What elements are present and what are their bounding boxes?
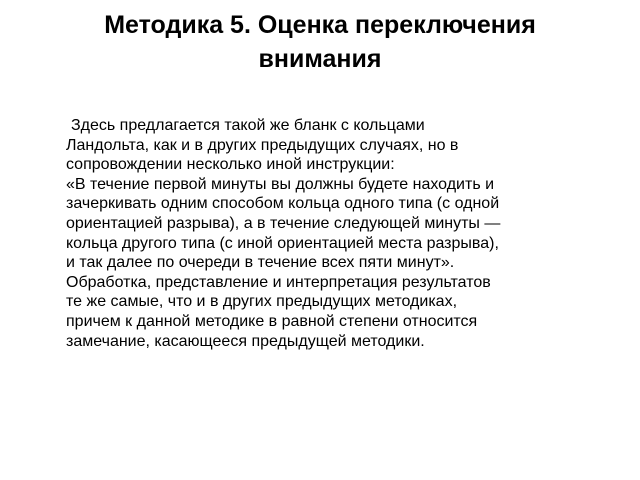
- slide-title: [40, 8, 600, 76]
- text-line: и так далее по очереди в течение всех пяти минут».: [66, 254, 455, 272]
- text-line: сопровождении несколько иной инструкции:: [66, 156, 395, 174]
- title-line: внимания: [258, 45, 382, 73]
- text-line: «В течение первой минуты вы должны будете находить и: [66, 175, 495, 193]
- slide-body: [66, 116, 576, 351]
- text-line: Обработка, представление и интерпретация результатов: [66, 273, 491, 291]
- text-line: кольца другого типа (с иной ориентацией места разрыва),: [66, 234, 499, 252]
- text-line: те же самые, что и в других предыдущих методиках,: [66, 293, 458, 311]
- paragraph-processing: [66, 273, 576, 351]
- text-line: замечание, касающееся предыдущей методики.: [66, 332, 425, 350]
- paragraph-intro: [66, 116, 576, 175]
- text-line: причем к данной методике в равной степени относится: [66, 312, 478, 330]
- title-line: Методика 5. Оценка переключения: [104, 11, 536, 39]
- text-line: ориентацией разрыва), а в течение следующей минуты —: [66, 214, 501, 232]
- text-line: Здесь предлагается такой же бланк с кольцами: [71, 117, 425, 134]
- paragraph-instruction: [66, 175, 576, 273]
- text-line: Ландольта, как и в других предыдущих случаях, но в: [66, 136, 459, 154]
- text-line: зачеркивать одним способом кольца одного типа (с одной: [66, 195, 500, 213]
